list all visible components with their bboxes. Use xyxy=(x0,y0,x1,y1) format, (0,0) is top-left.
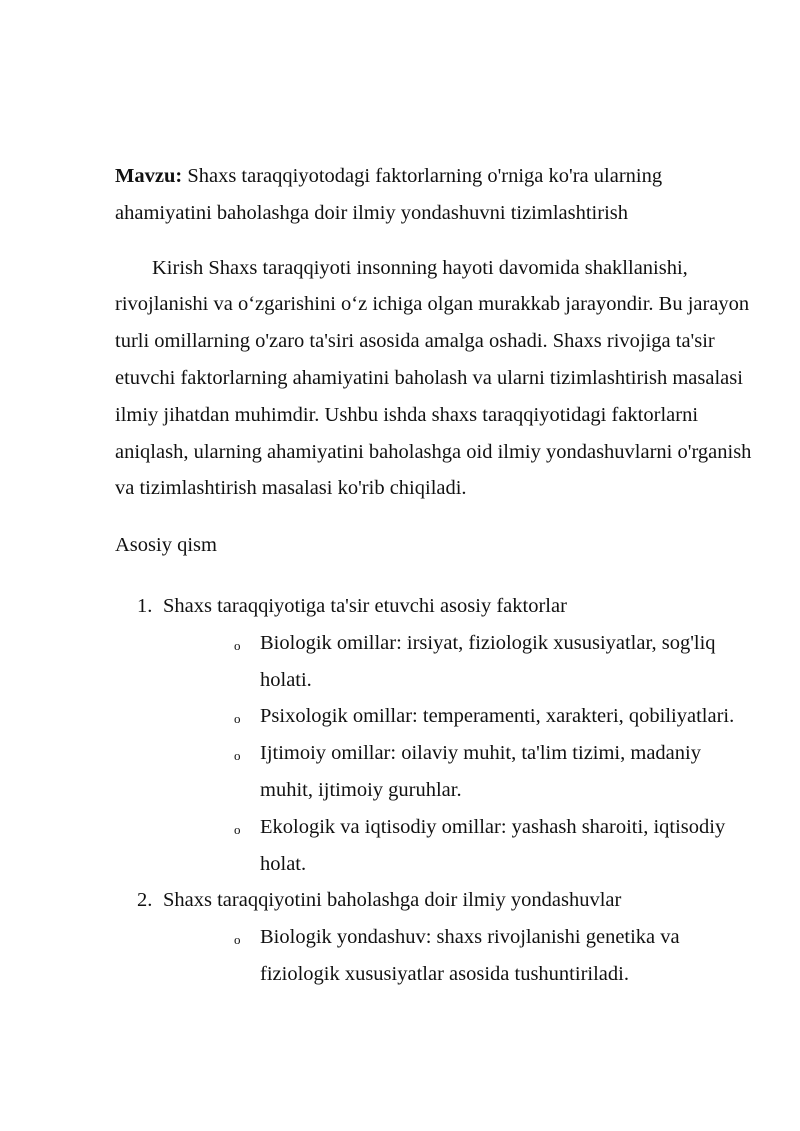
sub-list-item-text: Biologik omillar: irsiyat, fiziologik xususiyatlar, sog'liq holati. xyxy=(260,631,716,691)
circle-bullet-icon: o xyxy=(234,748,241,764)
sub-list-item xyxy=(163,698,755,735)
sub-list-item-text: Psixologik omillar: temperamenti, xarakteri, qobiliyatlari. xyxy=(260,705,735,728)
sub-list xyxy=(163,625,755,883)
list-number: 2. xyxy=(137,889,153,912)
sub-list xyxy=(163,919,755,993)
document-body xyxy=(115,158,755,993)
section-heading: Asosiy qism xyxy=(115,534,217,557)
main-list-item xyxy=(115,588,755,882)
main-list xyxy=(115,588,755,993)
sub-list-item-text: Ijtimoiy omillar: oilaviy muhit, ta'lim tizimi, madaniy muhit, ijtimoiy guruhlar. xyxy=(260,742,701,801)
circle-bullet-icon: o xyxy=(234,711,241,727)
circle-bullet-icon: o xyxy=(234,821,241,837)
sub-list-item-text: Ekologik va iqtisodiy omillar: yashash sharoiti, iqtisodiy holat. xyxy=(260,815,726,875)
circle-bullet-icon: o xyxy=(234,932,241,948)
sub-list-item xyxy=(163,809,755,883)
topic-label: Mavzu: xyxy=(115,165,183,187)
sub-list-item xyxy=(163,919,755,993)
topic-paragraph xyxy=(115,158,755,232)
sub-list-item xyxy=(163,735,755,809)
circle-bullet-icon: o xyxy=(234,637,241,653)
main-list-item-text: Shaxs taraqqiyotiga ta'sir etuvchi asosiy faktorlar xyxy=(163,594,567,617)
topic-text: Shaxs taraqqiyotodagi faktorlarning o'rniga ko'ra ularning ahamiyatini baholashga doir ilmiy yondashuvni tizimlashtirish xyxy=(115,165,663,224)
list-number: 1. xyxy=(137,594,153,617)
intro-paragraph: Kirish Shaxs taraqqiyoti insonning hayoti davomida shakllanishi, rivojlanishi va o‘zgarishini o‘z ichiga olgan murakkab jarayondir. Bu jarayon turli omillarning o'zaro ta'siri asosida amalga oshadi. Shaxs rivojiga ta'sir etuvchi faktorlarning ahamiyatini baholash va ularni tizimlashtirish masalasi ilmiy jihatdan muhimdir. Ushbu ishda shaxs taraqqiyotidagi faktorlarni aniqlash, ularning ahamiyatini baholashga oid ilmiy yondashuvlarni o'rganish va tizimlashtirish masalasi ko'rib chiqiladi. xyxy=(115,256,752,500)
main-list-item-text: Shaxs taraqqiyotini baholashga doir ilmiy yondashuvlar xyxy=(163,889,622,912)
sub-list-item-text: Biologik yondashuv: shaxs rivojlanishi genetika va fiziologik xususiyatlar asosida tushuntiriladi. xyxy=(260,926,680,985)
sub-list-item xyxy=(163,625,755,699)
main-list-item xyxy=(115,882,755,992)
